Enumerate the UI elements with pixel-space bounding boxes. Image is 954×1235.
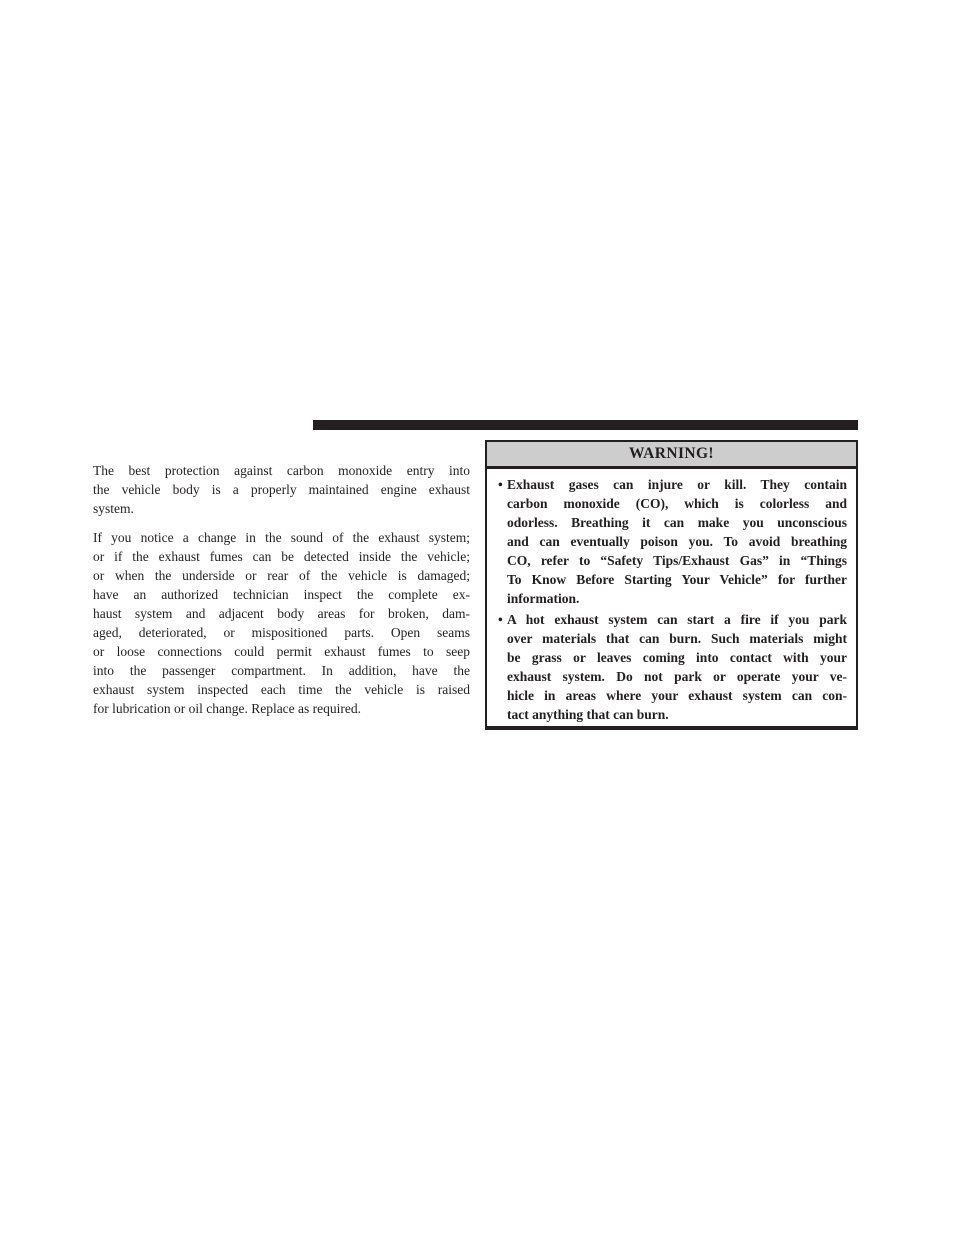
page-top-rule — [313, 420, 858, 430]
text-line: or when the underside or rear of the vehicle is damaged; — [93, 568, 470, 583]
warning-bullet-list — [487, 469, 856, 726]
text-line: hicle in areas where your exhaust system can con- — [507, 688, 847, 703]
text-line: have an authorized technician inspect the complete ex- — [93, 587, 470, 602]
text-line: Exhaust gases can injure or kill. They contain — [507, 477, 847, 492]
text-line: for lubrication or oil change. Replace as required. — [93, 701, 362, 716]
text-line: into the passenger compartment. In addition, have the — [93, 663, 470, 678]
warning-box — [485, 440, 858, 730]
text-line: system. — [93, 501, 134, 516]
text-line: CO, refer to “Safety Tips/Exhaust Gas” in “Things — [507, 553, 847, 568]
text-line: haust system and adjacent body areas for broken, dam- — [93, 606, 470, 621]
warning-title: WARNING! — [487, 442, 856, 469]
text-line: If you notice a change in the sound of the exhaust system; — [93, 530, 470, 545]
text-line: tact anything that can burn. — [507, 707, 669, 722]
text-line: A hot exhaust system can start a fire if you park — [507, 612, 847, 627]
warning-bullet-item — [498, 610, 847, 724]
text-line: or loose connections could permit exhaust fumes to seep — [93, 644, 470, 659]
text-line: exhaust system inspected each time the vehicle is raised — [93, 682, 470, 697]
text-line: To Know Before Starting Your Vehicle” for further — [507, 572, 847, 587]
text-line: or if the exhaust fumes can be detected inside the vehicle; — [93, 549, 470, 564]
warning-bullet-item — [498, 475, 847, 608]
text-line: and can eventually poison you. To avoid breathing — [507, 534, 847, 549]
text-line: be grass or leaves coming into contact with your — [507, 650, 847, 665]
text-line: aged, deteriorated, or mispositioned parts. Open seams — [93, 625, 470, 640]
text-line: over materials that can burn. Such materials might — [507, 631, 847, 646]
bullet-icon: • — [498, 612, 503, 627]
body-text-column — [93, 461, 470, 718]
bullet-icon: • — [498, 477, 503, 492]
text-line: odorless. Breathing it can make you unconscious — [507, 515, 847, 530]
text-line: the vehicle body is a properly maintained engine exhaust — [93, 482, 470, 497]
text-line: exhaust system. Do not park or operate your ve- — [507, 669, 847, 684]
text-line: information. — [507, 591, 580, 606]
text-line: The best protection against carbon monoxide entry into — [93, 463, 470, 478]
paragraph — [93, 528, 470, 718]
paragraph — [93, 461, 470, 518]
text-line: carbon monoxide (CO), which is colorless and — [507, 496, 847, 511]
